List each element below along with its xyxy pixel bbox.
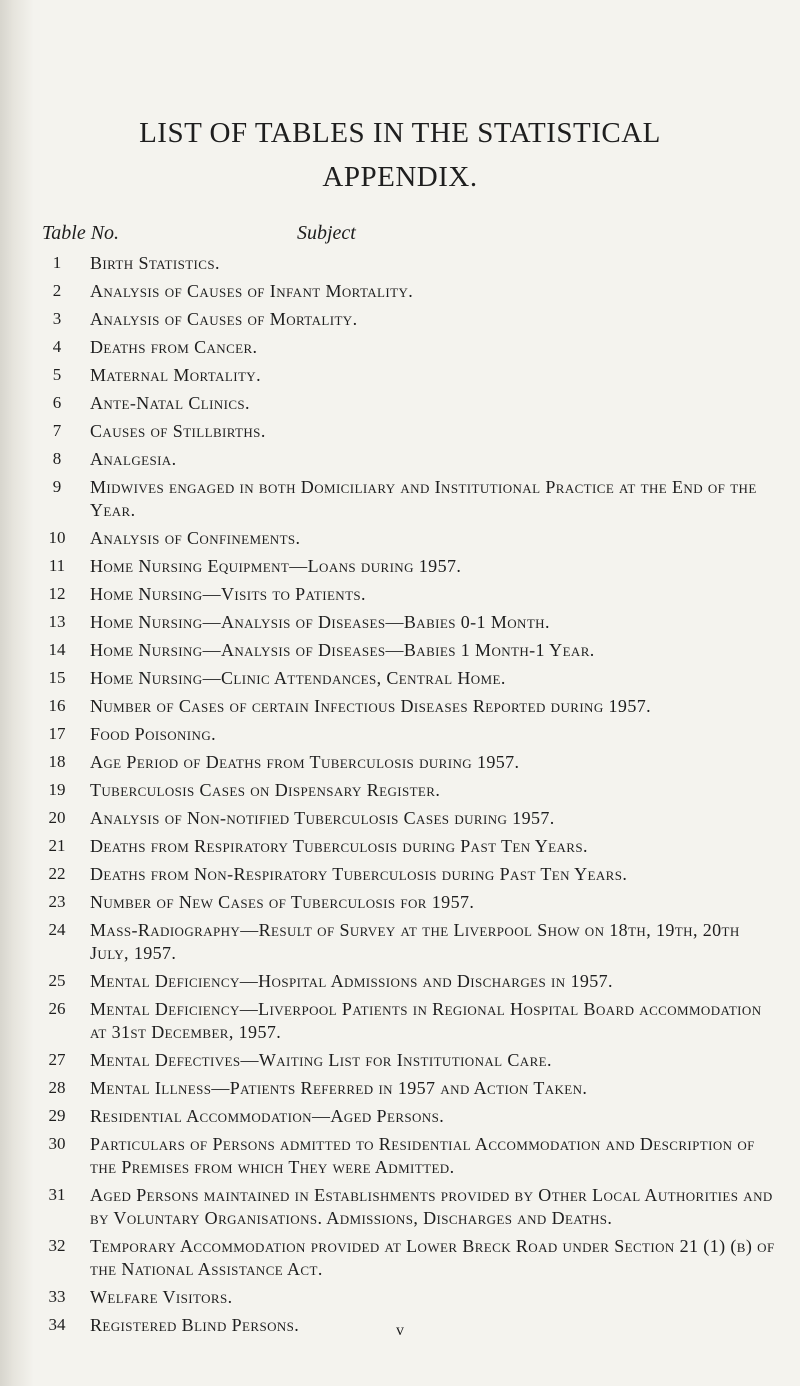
table-row xyxy=(0,695,800,718)
table-number: 32 xyxy=(48,1236,66,1255)
page-number: v xyxy=(396,1322,404,1339)
table-number: 15 xyxy=(48,668,66,687)
table-row xyxy=(0,1286,800,1309)
table-subject: Residential Accommodation—Aged Persons. xyxy=(90,1106,445,1126)
table-subject: Birth Statistics. xyxy=(90,253,220,273)
table-row xyxy=(0,751,800,774)
table-number: 29 xyxy=(48,1106,66,1125)
table-subject: Ante-Natal Clinics. xyxy=(90,393,250,413)
column-header-table-no: Table No. xyxy=(42,222,120,244)
table-subject: Home Nursing—Analysis of Diseases—Babies 1 Month-1 Year. xyxy=(90,640,595,660)
table-row xyxy=(0,1077,800,1100)
table-subject: Particulars of Persons admitted to Residential Accommodation and Description of the Premises from which They were Admitted. xyxy=(90,1134,755,1177)
table-subject: Home Nursing Equipment—Loans during 1957. xyxy=(90,556,462,576)
table-row xyxy=(0,970,800,993)
table-subject: Maternal Mortality. xyxy=(90,365,261,385)
table-number: 28 xyxy=(48,1078,66,1097)
table-number: 31 xyxy=(48,1185,66,1204)
table-number: 12 xyxy=(48,584,66,603)
table-row xyxy=(0,807,800,830)
table-number: 22 xyxy=(48,864,66,883)
table-subject: Analysis of Causes of Infant Mortality. xyxy=(90,281,414,301)
table-number: 27 xyxy=(48,1050,66,1069)
table-number: 10 xyxy=(48,528,66,547)
table-subject: Home Nursing—Visits to Patients. xyxy=(90,584,366,604)
table-subject: Deaths from Non-Respiratory Tuberculosis during Past Ten Years. xyxy=(90,864,628,884)
table-number: 16 xyxy=(48,696,66,715)
table-number: 25 xyxy=(48,971,66,990)
table-row xyxy=(0,476,800,522)
column-header-subject: Subject xyxy=(297,222,356,244)
table-row xyxy=(0,1184,800,1230)
table-row xyxy=(0,1105,800,1128)
table-number: 34 xyxy=(48,1315,66,1334)
table-number: 9 xyxy=(52,477,62,496)
table-number: 19 xyxy=(48,780,66,799)
table-row xyxy=(0,308,800,331)
table-subject: Home Nursing—Analysis of Diseases—Babies 0-1 Month. xyxy=(90,612,550,632)
table-number: 6 xyxy=(52,393,62,412)
table-subject: Analysis of Causes of Mortality. xyxy=(90,309,358,329)
table-row xyxy=(0,583,800,606)
table-row xyxy=(0,252,800,275)
table-row xyxy=(0,611,800,634)
table-row xyxy=(0,364,800,387)
table-number: 18 xyxy=(48,752,66,771)
table-row xyxy=(0,835,800,858)
table-number: 8 xyxy=(52,449,62,468)
table-row xyxy=(0,998,800,1044)
table-row xyxy=(0,1049,800,1072)
table-subject: Mass-Radiography—Result of Survey at the Liverpool Show on 18th, 19th, 20th July, 1957. xyxy=(90,920,740,963)
table-subject: Aged Persons maintained in Establishments provided by Other Local Authorities and by Voluntary Organisations. Admissions, Discharges and Deaths. xyxy=(90,1185,773,1228)
table-subject: Temporary Accommodation provided at Lower Breck Road under Section 21 (1) (b) of the National Assistance Act. xyxy=(90,1236,775,1279)
table-row xyxy=(0,392,800,415)
table-row xyxy=(0,555,800,578)
table-number: 1 xyxy=(52,253,62,272)
table-row xyxy=(0,336,800,359)
table-number: 4 xyxy=(52,337,62,356)
table-number: 33 xyxy=(48,1287,66,1306)
table-row xyxy=(0,919,800,965)
page-subtitle: APPENDIX. xyxy=(322,161,478,193)
table-subject: Analgesia. xyxy=(90,449,177,469)
table-row xyxy=(0,448,800,471)
table-number: 17 xyxy=(48,724,66,743)
table-row xyxy=(0,527,800,550)
table-number: 13 xyxy=(48,612,66,631)
table-number: 2 xyxy=(52,281,62,300)
table-row xyxy=(0,779,800,802)
table-row xyxy=(0,667,800,690)
table-row xyxy=(0,280,800,303)
table-number: 30 xyxy=(48,1134,66,1153)
table-row xyxy=(0,863,800,886)
table-subject: Midwives engaged in both Domiciliary and Institutional Practice at the End of the Year. xyxy=(90,477,757,520)
table-number: 5 xyxy=(52,365,62,384)
table-number: 21 xyxy=(48,836,66,855)
table-subject: Registered Blind Persons. xyxy=(90,1315,300,1335)
table-subject: Analysis of Non-notified Tuberculosis Cases during 1957. xyxy=(90,808,555,828)
table-subject: Welfare Visitors. xyxy=(90,1287,233,1307)
table-row xyxy=(0,1133,800,1179)
table-subject: Causes of Stillbirths. xyxy=(90,421,266,441)
table-row xyxy=(0,1235,800,1281)
table-number: 14 xyxy=(48,640,66,659)
table-row xyxy=(0,723,800,746)
table-subject: Analysis of Confinements. xyxy=(90,528,301,548)
table-number: 11 xyxy=(48,556,66,575)
table-number: 7 xyxy=(52,421,62,440)
table-subject: Number of Cases of certain Infectious Diseases Reported during 1957. xyxy=(90,696,652,716)
table-subject: Mental Deficiency—Liverpool Patients in Regional Hospital Board accommodation at 31st December, 1957. xyxy=(90,999,762,1042)
table-subject: Tuberculosis Cases on Dispensary Register. xyxy=(90,780,441,800)
table-subject: Number of New Cases of Tuberculosis for 1957. xyxy=(90,892,475,912)
table-subject: Mental Illness—Patients Referred in 1957 and Action Taken. xyxy=(90,1078,588,1098)
table-subject: Mental Defectives—Waiting List for Institutional Care. xyxy=(90,1050,552,1070)
table-number: 20 xyxy=(48,808,66,827)
table-subject: Deaths from Respiratory Tuberculosis during Past Ten Years. xyxy=(90,836,588,856)
table-subject: Mental Deficiency—Hospital Admissions and Discharges in 1957. xyxy=(90,971,613,991)
table-row xyxy=(0,420,800,443)
table-row xyxy=(0,639,800,662)
table-subject: Age Period of Deaths from Tuberculosis during 1957. xyxy=(90,752,520,772)
table-number: 26 xyxy=(48,999,66,1018)
table-number: 23 xyxy=(48,892,66,911)
page-title: LIST OF TABLES IN THE STATISTICAL xyxy=(139,117,661,149)
table-row xyxy=(0,891,800,914)
table-subject: Deaths from Cancer. xyxy=(90,337,258,357)
table-subject: Home Nursing—Clinic Attendances, Central Home. xyxy=(90,668,506,688)
table-number: 3 xyxy=(52,309,62,328)
table-subject: Food Poisoning. xyxy=(90,724,217,744)
tables-list xyxy=(0,252,800,1342)
table-number: 24 xyxy=(48,920,66,939)
